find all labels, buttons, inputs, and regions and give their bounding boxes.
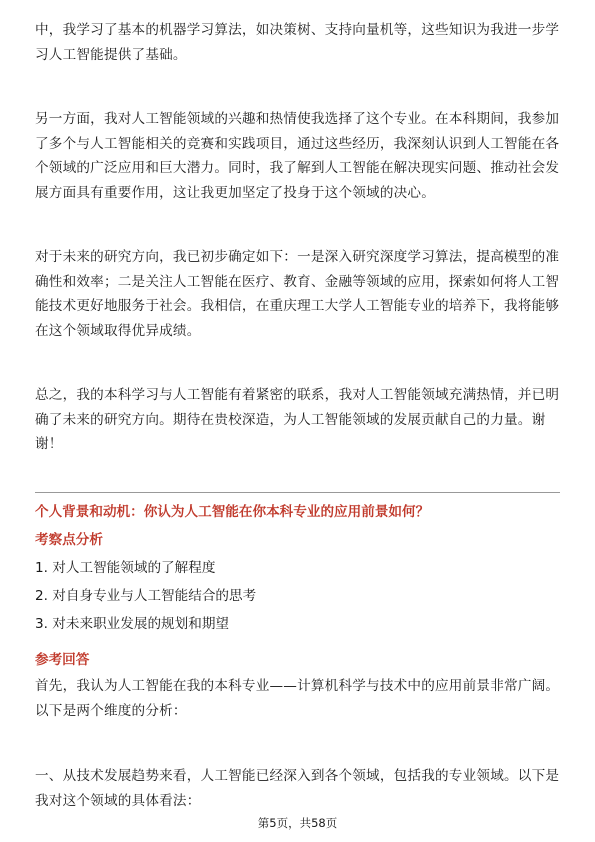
page-number-footer: 第5页，共58页 <box>257 816 338 830</box>
question-title: 个人背景和动机：你认为人工智能在你本科专业的应用前景如何？ <box>35 504 430 520</box>
answer-heading: 参考回答 <box>35 652 90 668</box>
analysis-heading: 考察点分析 <box>35 532 103 548</box>
paragraph-interest: 另一方面，我对人工智能领域的兴趣和热情使我选择了这个专业。在本科期间，我参加了多个与人工智能相关的竞赛和实践项目，通过这些经历，我深刻认识到人工智能在各个领域的广泛应用和巨大潜力。同时，我了解到人工智能在解决现实问题、推动社会发展方面具有重要作用，这让我更加坚定了投身于这个领域的决心。 <box>35 111 560 201</box>
paragraph-conclusion: 总之，我的本科学习与人工智能有着紧密的联系，我对人工智能领域充满热情，并已明确了未来的研究方向。期待在贵校深造，为人工智能领域的发展贡献自己的力量。谢谢！ <box>35 387 560 452</box>
analysis-item: 3. 对未来职业发展的规划和期望 <box>35 616 230 632</box>
section-divider <box>35 492 560 493</box>
paragraph-research-direction: 对于未来的研究方向，我已初步确定如下：一是深入研究深度学习算法，提高模型的准确性和效率；二是关注人工智能在医疗、教育、金融等领域的应用，探索如何将人工智能技术更好地服务于社会。我相信，在重庆理工大学人工智能专业的培养下，我将能够在这个领域取得优异成绩。 <box>35 249 560 339</box>
analysis-item: 1. 对人工智能领域的了解程度 <box>35 560 216 576</box>
answer-paragraph: 首先，我认为人工智能在我的本科专业——计算机科学与技术中的应用前景非常广阔。以下是两个维度的分析： <box>35 678 560 719</box>
answer-paragraph: 一、从技术发展趋势来看，人工智能已经深入到各个领域，包括我的专业领域。以下是我对这个领域的具体看法： <box>35 768 560 809</box>
analysis-item: 2. 对自身专业与人工智能结合的思考 <box>35 588 257 604</box>
paragraph-intro-continuation: 中，我学习了基本的机器学习算法，如决策树、支持向量机等，这些知识为我进一步学习人工智能提供了基础。 <box>35 22 560 63</box>
